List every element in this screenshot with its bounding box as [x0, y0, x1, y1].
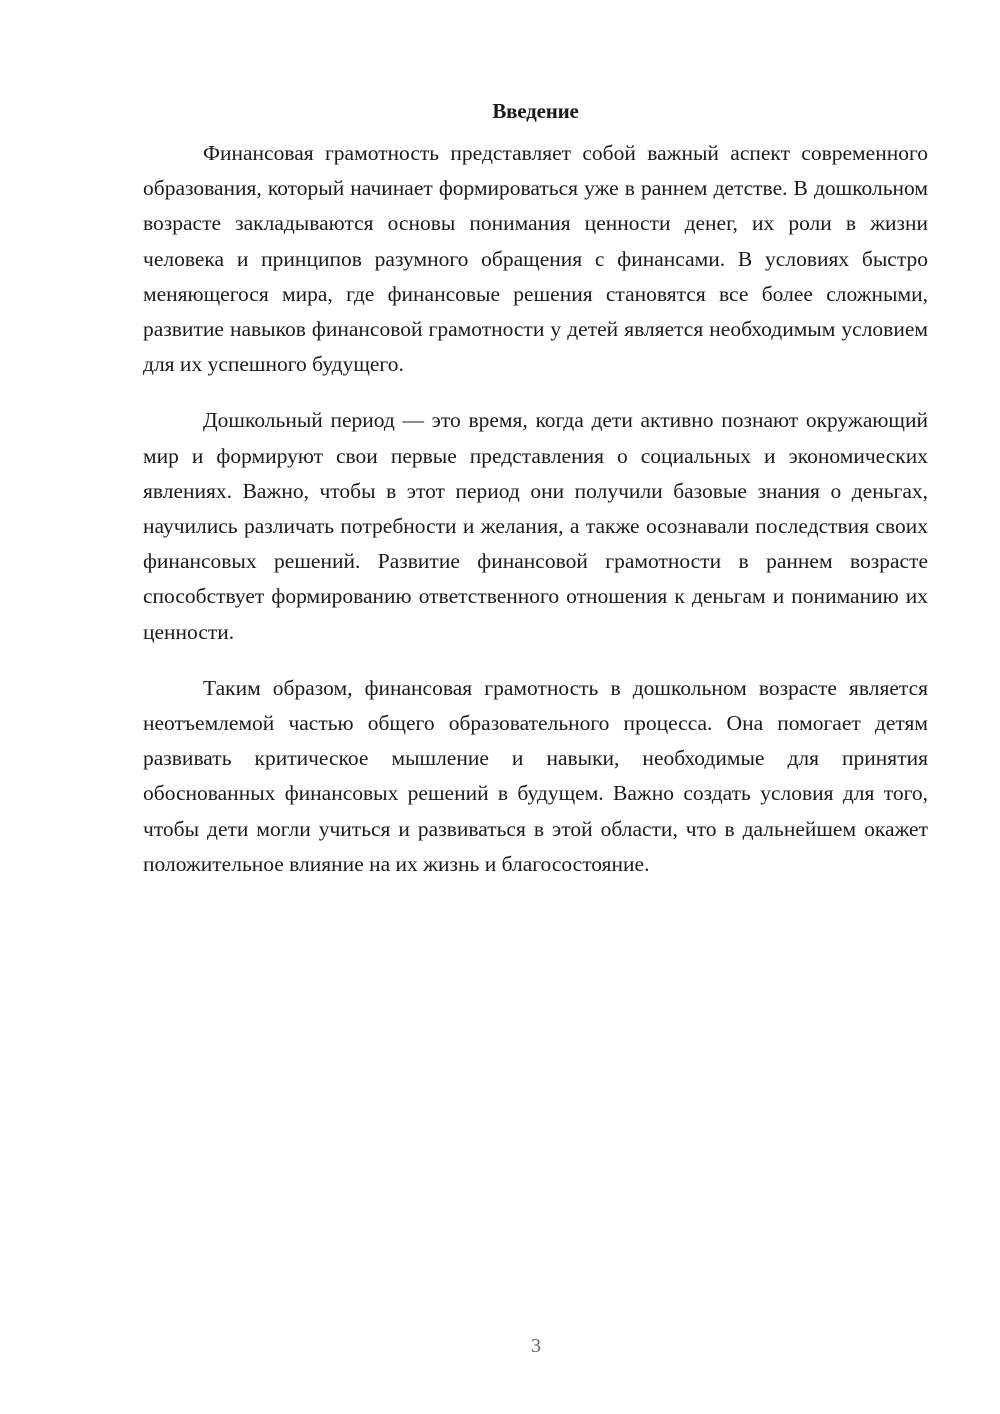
paragraph-2: Дошкольный период — это время, когда дети активно познают окружающий мир и формируют свои первые представления о социальных и экономических явлениях. Важно, чтобы в этот период они получили базовые знания о деньгах, научились различать потребности и желания, а также осознавали последствия своих финансовых решений. Развитие финансовой грамотности в раннем возрасте способствует формированию ответственного отношения к деньгам и пониманию их ценности. [143, 408, 928, 644]
paragraph-1: Финансовая грамотность представляет собой важный аспект современного образования, который начинает формироваться уже в раннем детстве. В дошкольном возрасте закладываются основы понимания ценности денег, их роли в жизни человека и принципов разумного обращения с финансами. В условиях быстро меняющегося мира, где финансовые решения становятся все более сложными, развитие навыков финансовой грамотности у детей является необходимым условием для их успешного будущего. [143, 141, 928, 377]
paragraph-3: Таким образом, финансовая грамотность в дошкольном возрасте является неотъемлемой частью общего образовательного процесса. Она помогает детям развивать критическое мышление и навыки, необходимые для принятия обоснованных финансовых решений в будущем. Важно создать условия для того, чтобы дети могли учиться и развиваться в этой области, что в дальнейшем окажет положительное влияние на их жизнь и благосостояние. [143, 675, 928, 876]
page-content [143, 96, 928, 882]
page-number: 3 [531, 1335, 541, 1357]
section-heading: Введение [492, 99, 579, 123]
